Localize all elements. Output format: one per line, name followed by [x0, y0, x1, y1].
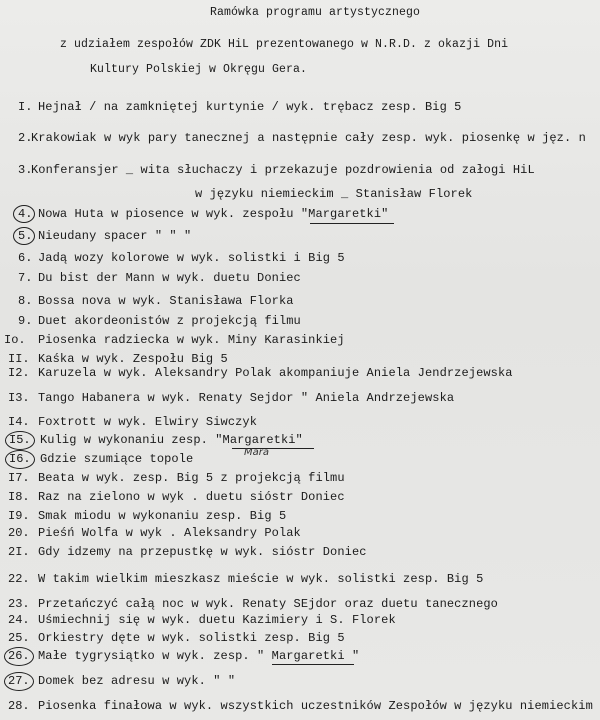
program-item: W takim wielkim mieszkasz mieście w wyk. solistki zesp. Big 5: [38, 572, 484, 586]
item-number: 8.: [18, 294, 33, 308]
program-item: Karuzela w wyk. Aleksandry Polak akompaniuje Aniela Jendrzejewska: [38, 366, 513, 380]
handwritten-note: Mara: [244, 447, 269, 458]
item-number: 25.: [8, 631, 30, 645]
item-number: I8.: [8, 490, 30, 504]
item-number: I4.: [8, 415, 30, 429]
program-item: Przetańczyć całą noc w wyk. Renaty SEjdor oraz duetu tanecznego: [38, 597, 498, 611]
item-number: 5.: [18, 229, 33, 243]
program-item: Piosenka radziecka w wyk. Miny Karasinkiej: [38, 333, 345, 347]
program-item: Orkiestry dęte w wyk. solistki zesp. Big 5: [38, 631, 345, 645]
item-number: I3.: [8, 391, 30, 405]
document-title: Ramówka programu artystycznego: [210, 6, 421, 19]
program-item-continuation: w języku niemieckim _ Stanisław Florek: [195, 187, 473, 201]
item-number: 28.: [8, 699, 30, 713]
program-item: Małe tygrysiątko w wyk. zesp. " Margaretki ": [38, 649, 360, 663]
program-item: Kulig w wykonaniu zesp. "Margaretki": [40, 433, 303, 447]
item-number: II.: [8, 352, 30, 366]
program-item: Gdy idzemy na przepustkę w wyk. sióstr Doniec: [38, 545, 367, 559]
program-item: Uśmiechnij się w wyk. duetu Kazimiery i S. Florek: [38, 613, 396, 627]
item-number: 9.: [18, 314, 33, 328]
item-number: 7.: [18, 271, 33, 285]
program-item: Hejnał / na zamkniętej kurtynie / wyk. trębacz zesp. Big 5: [38, 100, 462, 114]
item-number: 4.: [18, 207, 33, 221]
item-number: Io.: [4, 333, 26, 347]
item-number: 6.: [18, 251, 33, 265]
program-item: Kaśka w wyk. Zespołu Big 5: [38, 352, 228, 366]
item-number: 24.: [8, 613, 30, 627]
document-subtitle-line-1: z udziałem zespołów ZDK HiL prezentowanego w N.R.D. z okazji Dni: [60, 38, 509, 51]
program-item: Tango Habanera w wyk. Renaty Sejdor " Aniela Andrzejewska: [38, 391, 455, 405]
item-number: 2.: [18, 131, 33, 145]
item-number: 2I.: [8, 545, 30, 559]
program-item: Nieudany spacer " " ": [38, 229, 192, 243]
program-item: Jadą wozy kolorowe w wyk. solistki i Big 5: [38, 251, 345, 265]
program-item: Du bist der Mann w wyk. duetu Doniec: [38, 271, 301, 285]
program-item: Nowa Huta w piosence w wyk. zespołu "Margaretki": [38, 207, 389, 221]
item-number: 27.: [8, 674, 30, 688]
program-item: Piosenka finałowa w wyk. wszystkich uczestników Zespołów w języku niemieckim: [38, 699, 593, 713]
program-item: Smak miodu w wykonaniu zesp. Big 5: [38, 509, 287, 523]
item-number: I7.: [8, 471, 30, 485]
item-number: 26.: [8, 649, 30, 663]
program-item: Pieśń Wolfa w wyk . Aleksandry Polak: [38, 526, 301, 540]
hand-drawn-underline: [310, 223, 394, 224]
item-number: 22.: [8, 572, 30, 586]
document-subtitle-line-2: Kultury Polskiej w Okręgu Gera.: [90, 63, 308, 76]
item-number: 3.: [18, 163, 33, 177]
program-item: Beata w wyk. zesp. Big 5 z projekcją filmu: [38, 471, 345, 485]
program-item: Domek bez adresu w wyk. " ": [38, 674, 236, 688]
item-number: I.: [18, 100, 33, 114]
item-number: I5.: [9, 433, 31, 447]
program-item: Krakowiak w wyk pary tanecznej a następnie cały zesp. wyk. piosenkę w jęz. n: [31, 131, 586, 145]
program-item: Duet akordeonistów z projekcją filmu: [38, 314, 301, 328]
item-number: I2.: [8, 366, 30, 380]
item-number: 20.: [8, 526, 30, 540]
item-number: I6.: [9, 452, 31, 466]
program-item: Raz na zielono w wyk . duetu sióstr Doniec: [38, 490, 345, 504]
item-number: I9.: [8, 509, 30, 523]
program-item: Foxtrott w wyk. Elwiry Siwczyk: [38, 415, 258, 429]
item-number: 23.: [8, 597, 30, 611]
program-item: Konferansjer _ wita słuchaczy i przekazuje pozdrowienia od załogi HiL: [31, 163, 535, 177]
program-item: Gdzie szumiące topole: [40, 452, 194, 466]
program-item: Bossa nova w wyk. Stanisława Florka: [38, 294, 294, 308]
hand-drawn-underline: [272, 664, 354, 665]
